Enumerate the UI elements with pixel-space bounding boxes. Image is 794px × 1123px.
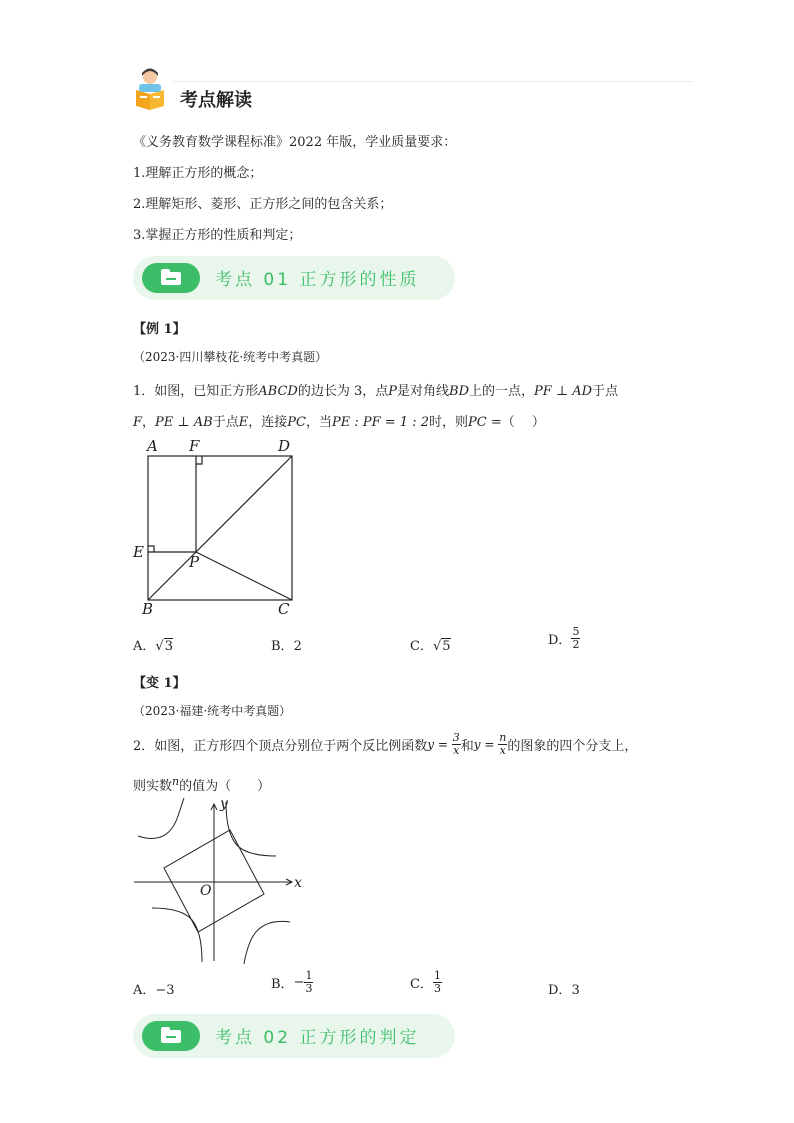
hyperbola-branch-q4 — [244, 921, 290, 964]
section-banner-01 — [133, 256, 455, 300]
section-title: 考点 01 正方形的性质 — [215, 270, 420, 290]
section-title: 考点 02 正方形的判定 — [215, 1028, 420, 1048]
option-a[interactable]: A．−3 — [133, 983, 175, 998]
hyperbola-branch-q1 — [226, 802, 276, 856]
reading-student-icon — [133, 68, 169, 110]
option-d[interactable]: D． $\frac{5}{2}$ — [548, 625, 580, 651]
hyperbola-branch-q3 — [152, 908, 202, 962]
hyperbola-figure — [128, 796, 308, 966]
label-d: D — [278, 437, 291, 455]
option-b[interactable]: B．2 — [271, 639, 302, 654]
axis-label-y: y — [220, 796, 228, 812]
intro-line-1: 《义务教育数学课程标准》2022 年版，学业质量要求： — [133, 135, 457, 150]
label-e: E — [133, 543, 144, 561]
intro-line-3: 2.理解矩形、菱形、正方形之间的包含关系； — [133, 197, 393, 212]
label-a: A — [147, 437, 158, 455]
option-c[interactable]: C． $\frac{1}{3}$ — [410, 969, 441, 995]
option-d[interactable]: D．3 — [548, 983, 580, 998]
option-b[interactable]: B．− $\frac{1}{3}$ — [271, 969, 313, 995]
intro-line-4: 3.掌握正方形的性质和判定； — [133, 228, 302, 243]
right-angle-mark-e — [148, 546, 154, 552]
hyperbola-branch-q2 — [138, 798, 184, 839]
axis-label-x: x — [294, 875, 302, 891]
example-source: （2023·四川攀枝花·统考中考真题） — [133, 350, 328, 364]
section-banner-02 — [133, 1014, 455, 1058]
segment-pc — [196, 552, 292, 600]
folder-icon — [161, 272, 181, 285]
label-c: C — [278, 600, 290, 618]
question-1-line-1: 1．如图，已知正方形ABCD的边长为 3，点P是对角线BD上的一点，PF ⊥ AD于点 — [133, 384, 619, 399]
example-tag: 【例 1】 — [133, 322, 186, 337]
label-b: B — [142, 600, 154, 618]
folder-icon — [161, 1030, 181, 1043]
origin-label: O — [200, 883, 212, 899]
page-title: 考点解读 — [180, 90, 252, 111]
label-p: P — [189, 553, 200, 571]
option-c[interactable]: C．√5 — [410, 639, 451, 654]
section-badge — [142, 263, 200, 293]
variant-tag: 【变 1】 — [133, 676, 186, 691]
square-figure — [128, 434, 308, 620]
right-angle-mark-f — [196, 456, 202, 464]
diagonal-bd — [148, 456, 292, 600]
option-a[interactable]: A．√3 — [133, 639, 173, 654]
question-1-line-2: F，PE ⊥ AB于点E，连接PC，当PE : PF = 1 : 2时，则PC =（ ） — [133, 415, 545, 430]
section-badge — [142, 1021, 200, 1051]
header — [133, 68, 693, 112]
intro-line-2: 1.理解正方形的概念； — [133, 166, 263, 181]
variant-source: （2023·福建·统考中考真题） — [133, 704, 292, 718]
label-f: F — [189, 437, 200, 455]
question-2-line-1: 2．如图，正方形四个顶点分别位于两个反比例函数y = $\frac{3}{x}$ 和y = $\frac{n}{x}$ 的图象的四个分支上， — [133, 731, 638, 757]
header-divider — [173, 81, 693, 82]
question-2-line-2: 则实数$^n$的值为（ ） — [133, 775, 271, 794]
